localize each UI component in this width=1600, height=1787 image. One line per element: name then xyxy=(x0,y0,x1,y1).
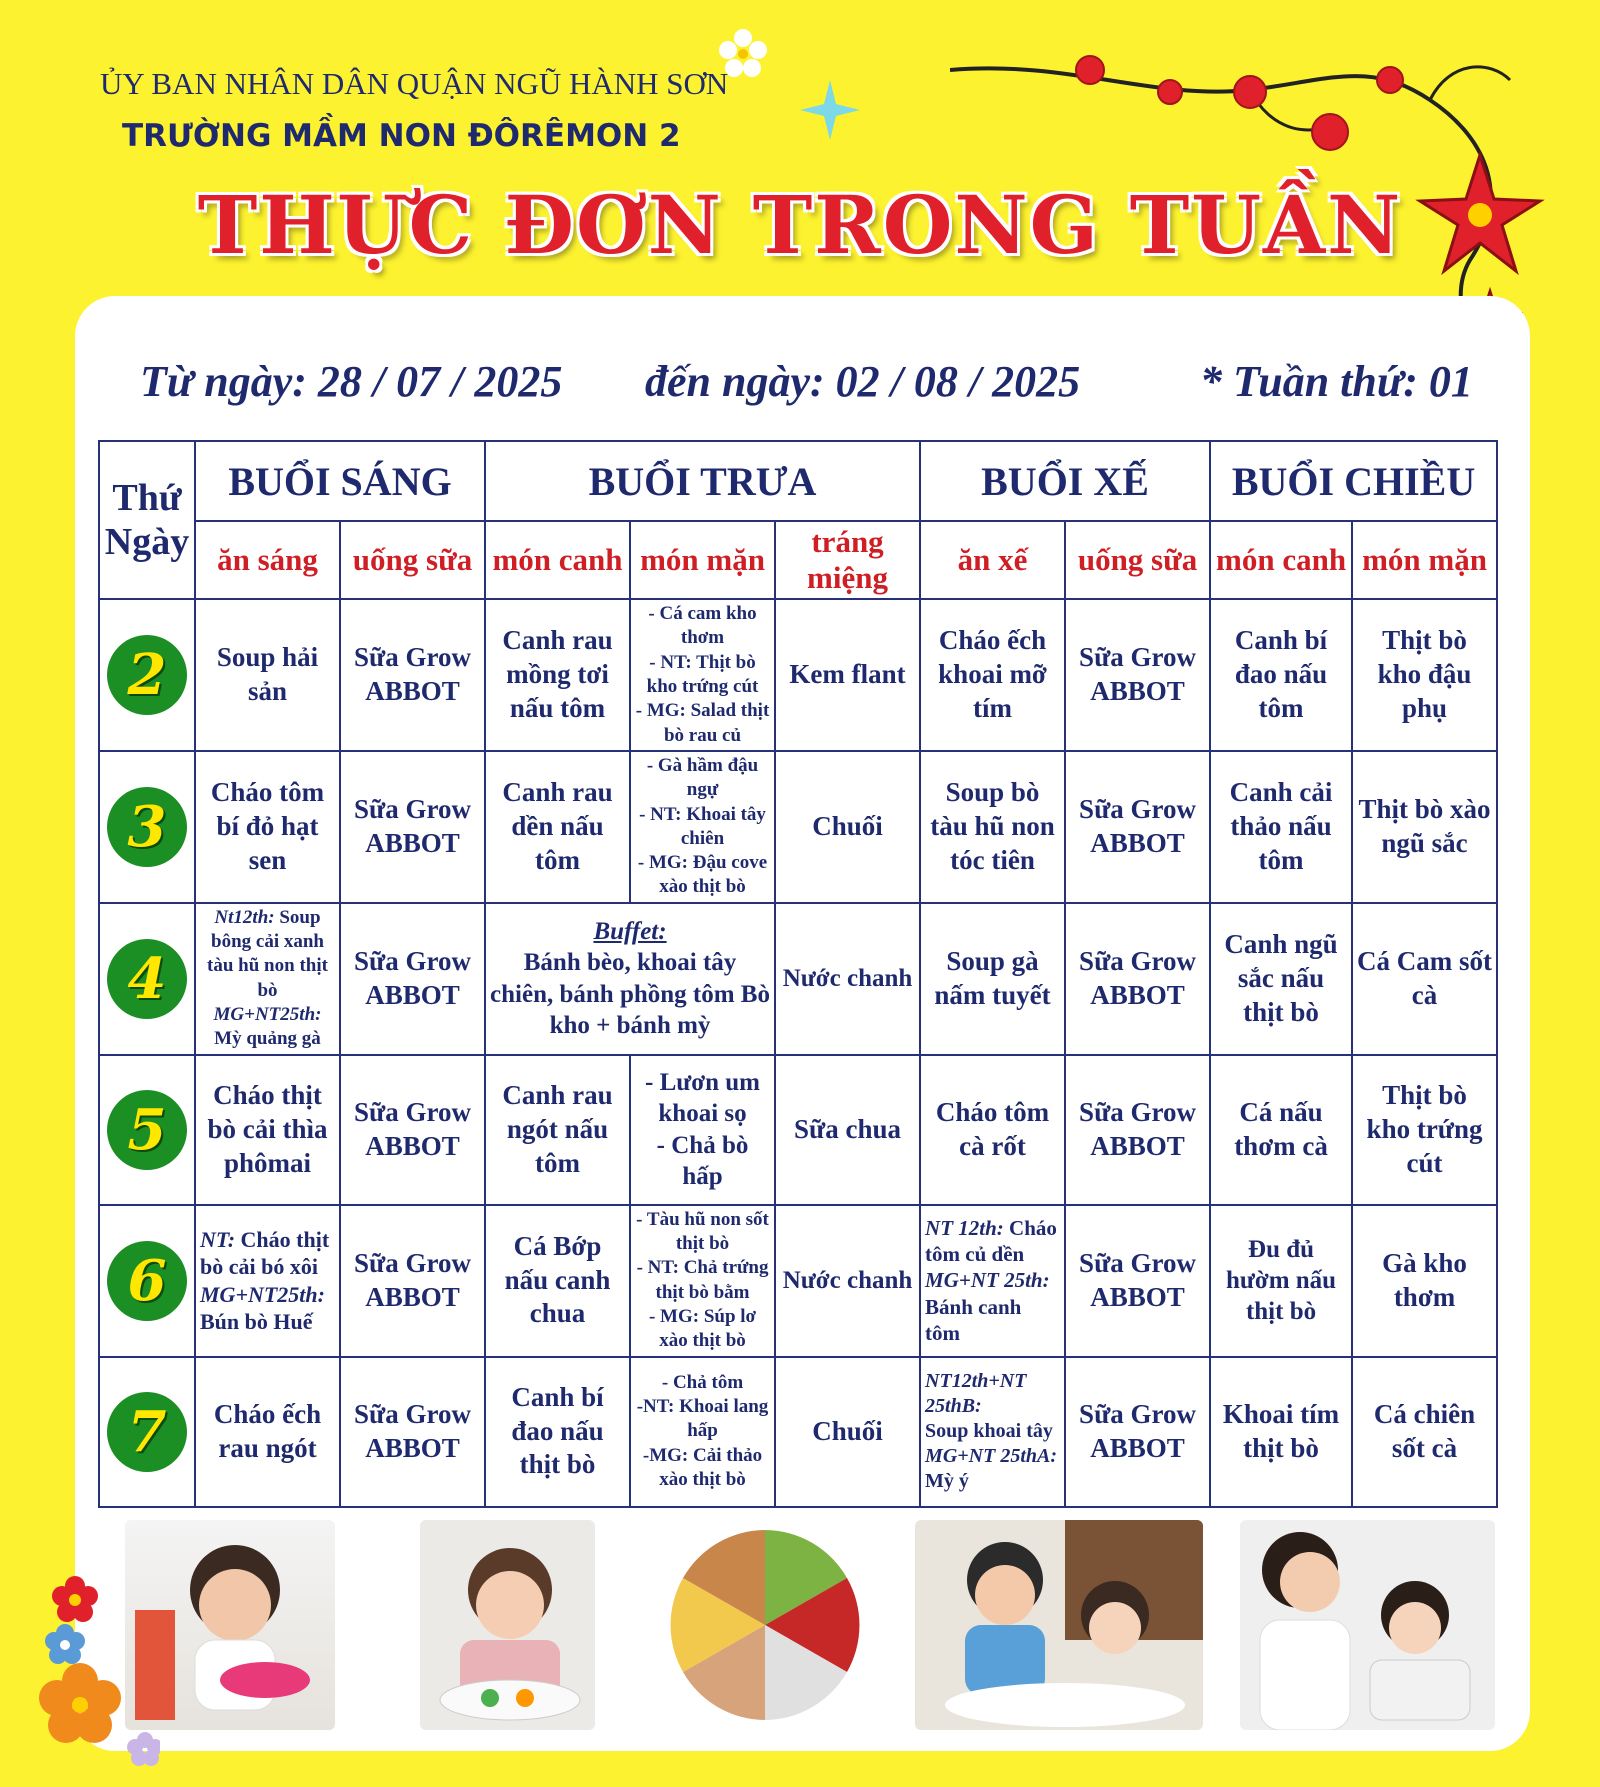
menu-cell: Sữa Grow ABBOT xyxy=(340,599,485,751)
menu-cell: Sữa Grow ABBOT xyxy=(340,751,485,903)
school-name: TRƯỜNG MẦM NON ĐÔRÊMON 2 xyxy=(122,118,681,154)
sub-header-row xyxy=(99,521,1497,599)
menu-cell: Soup hải sản xyxy=(195,599,340,751)
menu-cell: Soup gà nấm tuyết xyxy=(920,903,1065,1055)
menu-cell: Cháo ếch khoai mỡ tím xyxy=(920,599,1065,751)
day-cell xyxy=(99,751,195,903)
menu-cell xyxy=(920,1205,1065,1357)
menu-cell: Thịt bò kho đậu phụ xyxy=(1352,599,1497,751)
menu-cell: Sữa Grow ABBOT xyxy=(1065,599,1210,751)
day-cell xyxy=(99,1205,195,1357)
cell-text: Mỳ quảng gà xyxy=(214,1028,321,1050)
menu-cell: Cháo thịt bò cải thìa phômai xyxy=(195,1055,340,1205)
mother-feeding-photo xyxy=(1240,1520,1495,1730)
menu-cell: Cá Bớp nấu canh chua xyxy=(485,1205,630,1357)
session-noon: BUỔI TRƯA xyxy=(485,441,920,521)
table-row xyxy=(99,903,1497,1055)
sub-header: món canh xyxy=(485,521,630,599)
day-badge: 3 xyxy=(107,787,187,867)
table-row xyxy=(99,1055,1497,1205)
cell-text: Bánh canh tôm xyxy=(925,1294,1022,1345)
cell-text: Bún bò Huế xyxy=(200,1309,313,1335)
menu-cell: Canh rau mồng tơi nấu tôm xyxy=(485,599,630,751)
table-row xyxy=(99,751,1497,903)
menu-cell: Sữa Grow ABBOT xyxy=(1065,751,1210,903)
cell-group-label: MG+NT 25thA: xyxy=(925,1445,1057,1467)
day-badge: 6 xyxy=(107,1241,187,1321)
menu-cell: Sữa Grow ABBOT xyxy=(1065,1205,1210,1357)
menu-cell: Canh bí đao nấu tôm xyxy=(1210,599,1352,751)
cell-group-label: MG+NT 25th: xyxy=(925,1268,1050,1293)
sub-header: ăn xế xyxy=(920,521,1065,599)
menu-cell: Cá nấu thơm cà xyxy=(1210,1055,1352,1205)
menu-cell: Chuối xyxy=(775,1357,920,1507)
sub-header: món mặn xyxy=(630,521,775,599)
food-pyramid-photo xyxy=(660,1520,870,1730)
menu-cell: Đu đủ hườm nấu thịt bò xyxy=(1210,1205,1352,1357)
cell-text: Soup khoai tây xyxy=(925,1420,1053,1442)
cell-group-label: NT12th+NT 25thB: xyxy=(925,1370,1027,1417)
session-afternoon: BUỔI CHIỀU xyxy=(1210,441,1497,521)
day-badge: 5 xyxy=(107,1090,187,1170)
sub-header: tráng miệng xyxy=(775,521,920,599)
sub-header: ăn sáng xyxy=(195,521,340,599)
district-name: ỦY BAN NHÂN DÂN QUẬN NGŨ HÀNH SƠN xyxy=(100,66,729,101)
buffet-cell xyxy=(485,903,775,1055)
session-morning: BUỔI SÁNG xyxy=(195,441,485,521)
menu-cell: Canh ngũ sắc nấu thịt bò xyxy=(1210,903,1352,1055)
cell-text: Cháo tôm củ dền xyxy=(925,1215,1057,1267)
table-row xyxy=(99,1205,1497,1357)
menu-cell: Thịt bò kho trứng cút xyxy=(1352,1055,1497,1205)
table-row xyxy=(99,599,1497,751)
sub-header: món mặn xyxy=(1352,521,1497,599)
menu-cell: Khoai tím thịt bò xyxy=(1210,1357,1352,1507)
menu-cell: Cháo tôm bí đỏ hạt sen xyxy=(195,751,340,903)
cell-text: Soup bông cải xanh tàu hũ non thịt bò xyxy=(207,906,328,1001)
menu-cell: - Gà hầm đậu ngự - NT: Khoai tây chiên - MG: Đậu cove xào thịt bò xyxy=(630,751,775,903)
day-cell xyxy=(99,1357,195,1507)
menu-cell: Cá chiên sốt cà xyxy=(1352,1357,1497,1507)
menu-cell: Thịt bò xào ngũ sắc xyxy=(1352,751,1497,903)
day-badge: 7 xyxy=(107,1392,187,1472)
menu-cell: Sữa Grow ABBOT xyxy=(340,1205,485,1357)
buffet-items: Bánh bèo, khoai tây chiên, bánh phồng tôm Bò kho + bánh mỳ xyxy=(490,949,770,1039)
menu-cell: - Chả tôm -NT: Khoai lang hấp -MG: Cải thảo xào thịt bò xyxy=(630,1357,775,1507)
menu-cell xyxy=(195,1205,340,1357)
menu-cell: Sữa Grow ABBOT xyxy=(1065,903,1210,1055)
flower-cluster-decoration xyxy=(20,1570,160,1770)
sub-header: uống sữa xyxy=(1065,521,1210,599)
menu-cell: Nước chanh xyxy=(775,903,920,1055)
menu-cell: Sữa Grow ABBOT xyxy=(1065,1055,1210,1205)
day-column-header xyxy=(99,441,195,599)
menu-cell: Sữa Grow ABBOT xyxy=(340,1055,485,1205)
menu-cell: Canh rau dền nấu tôm xyxy=(485,751,630,903)
cell-group-label: MG+NT25th: xyxy=(213,1004,322,1025)
day-badge: 2 xyxy=(107,635,187,715)
page-title: THỰC ĐƠN TRONG TUẦN xyxy=(197,178,1403,272)
day-cell xyxy=(99,599,195,751)
menu-cell: Cháo ếch rau ngót xyxy=(195,1357,340,1507)
cell-group-label: NT 12th: xyxy=(925,1215,1004,1240)
cell-group-label: Nt12th: xyxy=(214,906,275,928)
cell-group-label: MG+NT25th: xyxy=(200,1281,325,1307)
date-from: Từ ngày: 28 / 07 / 2025 xyxy=(140,357,563,406)
day-cell xyxy=(99,1055,195,1205)
ngay-label: Ngày xyxy=(104,521,190,563)
sub-header: món canh xyxy=(1210,521,1352,599)
cell-text: Cháo thịt bò cải bó xôi xyxy=(200,1226,330,1280)
date-to: đến ngày: 02 / 08 / 2025 xyxy=(645,357,1081,406)
menu-cell: Sữa Grow ABBOT xyxy=(340,903,485,1055)
menu-cell: Nước chanh xyxy=(775,1205,920,1357)
menu-cell: Soup bò tàu hũ non tóc tiên xyxy=(920,751,1065,903)
buffet-label: Buffet: xyxy=(593,918,667,946)
week-number: * Tuần thứ: 01 xyxy=(1200,357,1473,406)
kids-eating-photo xyxy=(915,1520,1203,1730)
session-header-row xyxy=(99,441,1497,521)
menu-cell: Kem flant xyxy=(775,599,920,751)
menu-cell: - Cá cam kho thơm - NT: Thịt bò kho trứng cút - MG: Salad thịt bò rau củ xyxy=(630,599,775,751)
menu-cell: - Tàu hũ non sốt thịt bò - NT: Chả trứng thịt bò bằm - MG: Súp lơ xào thịt bò xyxy=(630,1205,775,1357)
menu-cell xyxy=(920,1357,1065,1507)
menu-cell xyxy=(195,903,340,1055)
day-cell xyxy=(99,903,195,1055)
menu-cell: Gà kho thơm xyxy=(1352,1205,1497,1357)
menu-cell: Sữa chua xyxy=(775,1055,920,1205)
star-decoration xyxy=(800,80,860,140)
menu-cell: Sữa Grow ABBOT xyxy=(340,1357,485,1507)
menu-cell: Canh rau ngót nấu tôm xyxy=(485,1055,630,1205)
menu-cell: Chuối xyxy=(775,751,920,903)
cell-group-label: NT: xyxy=(200,1226,236,1252)
sub-header: uống sữa xyxy=(340,521,485,599)
menu-cell: - Lươn um khoai sọ - Chả bò hấp xyxy=(630,1055,775,1205)
table-row xyxy=(99,1357,1497,1507)
session-snack: BUỔI XẾ xyxy=(920,441,1210,521)
weekly-menu-table xyxy=(98,440,1498,1508)
cell-text: Mỳ ý xyxy=(925,1470,969,1492)
menu-cell: Canh cải thảo nấu tôm xyxy=(1210,751,1352,903)
menu-cell: Cháo tôm cà rốt xyxy=(920,1055,1065,1205)
baby-highchair-photo xyxy=(420,1520,595,1730)
menu-cell: Cá Cam sốt cà xyxy=(1352,903,1497,1055)
menu-cell: Canh bí đao nấu thịt bò xyxy=(485,1357,630,1507)
day-badge: 4 xyxy=(107,939,187,1019)
thu-label: Thứ xyxy=(112,477,182,519)
menu-cell: Sữa Grow ABBOT xyxy=(1065,1357,1210,1507)
